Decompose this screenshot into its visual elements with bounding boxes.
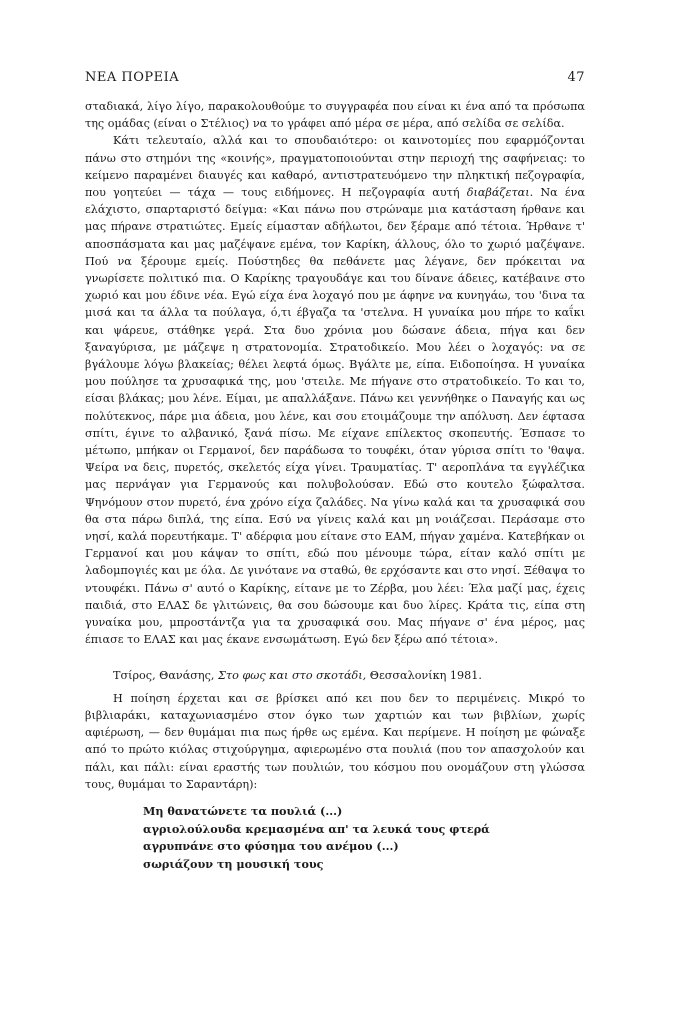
poem-line: αγρυπνάνε στο φύσημα του ανέμου (...) bbox=[143, 839, 399, 854]
paragraph-poetry: Η ποίηση έρχεται και σε βρίσκει από κει που δεν το περιμένεις. Μικρό το βιβλιαράκι, καταχωνιασμένο στον όγκο των χαρτιών και των βιβλίων, χωρίς αφιέρωση, — δεν θυμάμαι πια πως ήρθε ως εμένα. Και περίμενε. Η ποίηση με φώναξε από το πρώτο κιόλας στιχούργημα, αφιερωμένο στα πουλιά (που τον απασχολούν και πάλι, και πάλι: είναι εραστής των πουλιών, του κόσμου που ονομάζουν στη γλώσσα τους, θυμάμαι το Σαραντάρη): bbox=[85, 691, 585, 791]
poem-line: Μη θανατώνετε τα πουλιά (...) bbox=[143, 803, 343, 818]
citation-author: Τσίρος, Θανάσης, bbox=[113, 668, 218, 682]
paragraph-text: Κάτι τελευταίο, αλλά και το σπουδαιότερο: οι καινοτομίες που εφαρμόζονται πάνω στο στημόνι της «κοινής», πραγματοποιούνται στην περιοχή της σαφήνειας: το κείμενο παραμένει διαυγές και καθαρό, αντιστρατευόμενο την πληκτική πεζογραφία, που γοητεύει — τάχα — τους ειδήμονες. Η πεζογραφία αυτή bbox=[85, 134, 585, 200]
page-header bbox=[85, 70, 585, 88]
citation-title: Στο φως και στο σκοτάδι, bbox=[217, 668, 367, 682]
paragraph-continued: σταδιακά, λίγο λίγο, παρακολουθούμε το συγγραφέα που είναι κι ένα από τα πρόσωπα της ομάδας (είναι ο Στέλιος) να το γράφει από μέρα σε μέρα, από σελίδα σε σελίδα. bbox=[85, 100, 585, 131]
citation-place-year: Θεσσαλονίκη 1981. bbox=[366, 668, 482, 682]
poem-excerpt bbox=[143, 803, 585, 873]
quoted-sample: Να ένα ελάχιστο, σπαρταριστό δείγμα: «Και πάνω που στρώναμε μια κατάσταση ήρθανε και μας πήρανε στρατιώτες. Εμείς είμασταν αδήλωτοι, δεν ξέραμε από τέτοια. Ήρθανε τ' αποσπάσματα και μας μαζέψανε εμένα, τον Καρίκη, άλλους, όλο το χωριό μαζέψανε. Πού να ξέρουμε εμείς. Πούστηδες θα πεθάνετε μας λέγανε, δεν πρόκειται να γνωρίσετε πολιτικό πια. Ο Καρίκης τραγουδάγε και του δίνανε άδειες, κατέβαινε στο χωριό και μου έδινε νέα. Εγώ είχα ένα λοχαγό που με άφηνε να κυνηγάω, του 'δινα τα μισά και τα άλλα τα πούλαγα, ό,τι έβγαζα τα 'στελνα. Η γυναίκα μου πήρε το καΐκι και ψάρευε, στάθηκε γερά. Στα δυο χρόνια μου δώσανε άδεια, πήγα και δεν ξαναγύρισα, με μάζεψε η στρατονομία. Στρατοδικείο. Μου λέει ο λοχαγός: να σε βγάλουμε λόγω βλακείας; θέλει λεφτά όμως. Βγάλτε με, είπα. Ειδοποίησα. Η γυναίκα μου πούλησε τα χρυσαφικά της, μου 'στειλε. Με πήγανε στο στρατοδικείο. Το και το, είσαι βλάκας; μου λένε. Είμαι, με απαλλάξανε. Πάνω κει γεννήθηκε ο Παναγής και ως πολύτεκνος, πάρε μια άδεια, μου λένε, και σου ετοιμάζουμε την απόλυση. Δεν έφτασα σπίτι, έγινε το αλβανικό, ξανά πίσω. Με είχανε επίλεκτος σκοπευτής. Έσπασε το μέτωπο, μπήκαν οι Γερμανοί, δεν παράδωσα το τουφέκι, όταν γύρισα σπίτι το 'θαψα. Ψείρα να δεις, πυρετός, σκελετός είχα γίνει. Τραυματίας. Τ' αεροπλάνα τα εγγλέζικα μας περνάγαν για Γερμανούς και πολυβολούσαν. Εδώ στο κουτελο ξώφαλτσα. Ψηνόμουν στον πυρετό, ένα χρόνο είχα ζαλάδες. Να γίνω καλά και τα χρυσαφικά σου θα στα πάρω διπλά, της είπα. Εσύ να γίνεις καλά και μη νοιάζεσαι. Περάσαμε στο νησί, καλά πορευτήκαμε. Τ' αδέρφια μου είτανε στο ΕΑΜ, πήγαν χαμένα. Κατεβήκαν οι Γερμανοί και μου κάψαν το σπίτι, εδώ που μένουμε τώρα, είταν καλό σπίτι με λαδομπογιές και με όλα. Δε γινότανε να σταθώ, θε ερχόσαντε και στο νησί. Ξέθαψα το ντουφέκι. Πάνω σ' αυτό ο Καρίκης, είτανε με το Ζέρβα, μου λέει: Έλα μαζί μας, έχεις παιδιά, στο ΕΛΑΣ δε γλιτώνεις, θα σου δώσουμε και δυο λίρες. Κράτα τις, είπα στη γυναίκα μου, μπροστάντζα για τα χρυσαφικά σου. Μας πήγανε σ' ένα μέρος, μας έπιασε το ΕΛΑΣ και μας έκανε ενσωμάτωση. Εγώ δεν ξέρω από τέτοια». bbox=[85, 186, 586, 647]
article-body bbox=[85, 98, 585, 873]
poem-line: αγριολούλουδα κρεμασμένα απ' τα λευκά τους φτερά bbox=[143, 821, 490, 836]
poem-line: σωριάζουν τη μουσική τους bbox=[143, 856, 324, 871]
book-citation bbox=[85, 667, 585, 684]
paragraph-innovations bbox=[85, 132, 585, 648]
emphasis-text: διαβάζεται. bbox=[466, 186, 534, 200]
journal-title: ΝΕΑ ΠΟΡΕΙΑ bbox=[85, 70, 180, 85]
page-number: 47 bbox=[567, 70, 585, 85]
